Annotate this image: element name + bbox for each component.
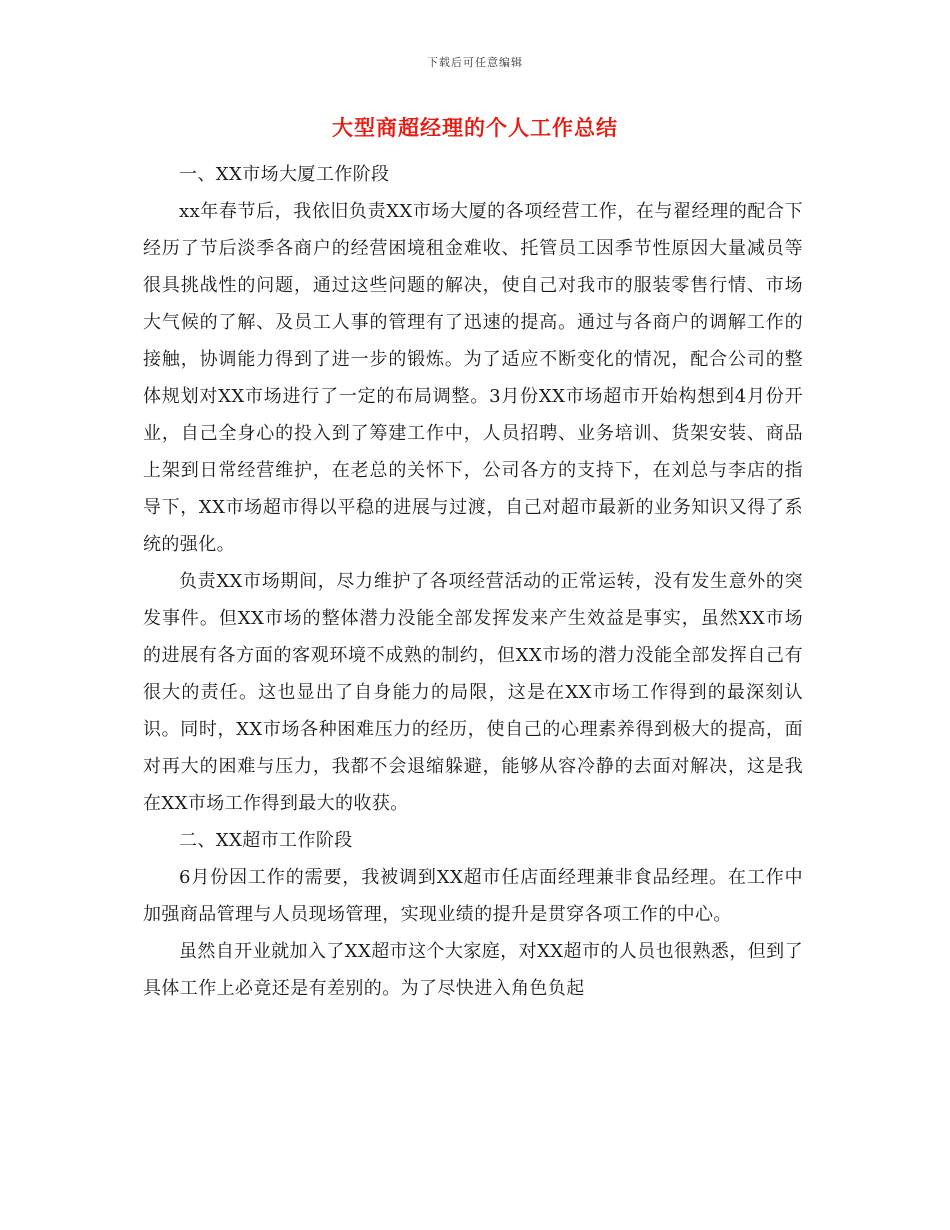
paragraph: xx年春节后，我依旧负责XX市场大厦的各项经营工作，在与翟经理的配合下经历了节后淡季各商户的经营困境租金难收、托管员工因季节性原因大量减员等很具挑战性的问题，通过这些问题的解决，使自己对我市的服装零售行情、市场大气候的了解、及员工人事的管理有了迅速的提高。通过与各商户的调解工作的接触，协调能力得到了进一步的锻炼。为了适应不断变化的情况，配合公司的整体规划对XX市场进行了一定的布局调整。3月份XX市场超市开始构想到4月份开业，自己全身心的投入到了筹建工作中，人员招聘、业务培训、货架安装、商品上架到日常经营维护，在老总的关怀下，公司各方的支持下，在刘总与李店的指导下，XX市场超市得以平稳的进展与过渡，自己对超市最新的业务知识又得了系统的强化。 [143, 201, 803, 555]
paragraph: 虽然自开业就加入了XX超市这个大家庭，对XX超市的人员也很熟悉，但到了具体工作上必竟还是有差别的。为了尽快进入角色负起 [143, 941, 803, 999]
paragraph: 6月份因工作的需要，我被调到XX超市任店面经理兼非食品经理。在工作中加强商品管理与人员现场管理，实现业绩的提升是贯穿各项工作的中心。 [143, 867, 803, 925]
document-title: 大型商超经理的个人工作总结 [332, 116, 618, 140]
document-body [143, 156, 803, 1007]
paragraph: 负责XX市场期间，尽力维护了各项经营活动的正常运转，没有发生意外的突发事件。但XX市场的整体潜力没能全部发挥发来产生效益是事实，虽然XX市场的进展有各方面的客观环境不成熟的制约，但XX市场的潜力没能全部发挥自己有很大的责任。这也显出了自身能力的局限，这是在XX市场工作得到的最深刻认识。同时，XX市场各种困难压力的经历，使自己的心理素养得到极大的提高，面对再大的困难与压力，我都不会退缩躲避，能够从容冷静的去面对解决，这是我在XX市场工作得到最大的收获。 [143, 571, 803, 814]
section-heading-1: 一、XX市场大厦工作阶段 [179, 164, 390, 185]
section-heading-2: 二、XX超市工作阶段 [179, 830, 353, 851]
header-note: 下载后可任意编辑 [427, 56, 523, 69]
